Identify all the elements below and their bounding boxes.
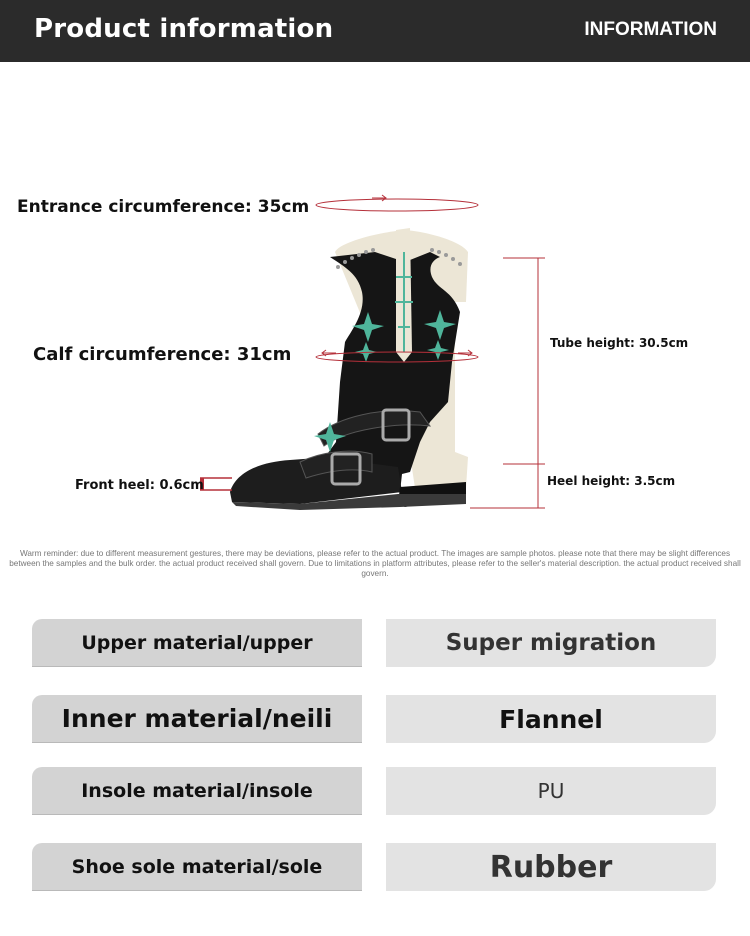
material-label: Shoe sole material/sole [71, 855, 323, 878]
material-value: Flannel [499, 704, 603, 734]
front-heel-marker [200, 478, 232, 490]
entrance-circumference-label: Entrance circumference: 35cm [17, 197, 310, 217]
warm-reminder-note: Warm reminder: due to different measurement gestures, there may be deviations, please refer to the actual product. The images are sample photos. please note that there may be slight differences between the samples and the bulk order. the actual product received shall govern. Due to limitations in platform attributes, please refer to the seller's material description. the actual product received shall govern. [9, 549, 741, 578]
material-value-cell [386, 843, 716, 891]
page-title: Product information [34, 14, 334, 44]
material-value: Super migration [445, 630, 657, 656]
measurement-diagram [0, 62, 750, 602]
material-value: PU [537, 779, 565, 803]
material-label: Upper material/upper [81, 631, 313, 654]
material-value: Rubber [489, 849, 613, 885]
section-tag: INFORMATION [584, 19, 717, 40]
material-label-cell [32, 767, 362, 815]
material-label: Inner material/neili [61, 704, 333, 733]
tube-height-bracket [503, 258, 545, 464]
heel-height-label: Heel height: 3.5cm [547, 474, 676, 488]
boot-illustration [0, 62, 750, 602]
material-label-cell [32, 695, 362, 743]
material-label-cell [32, 843, 362, 891]
tube-height-label: Tube height: 30.5cm [550, 336, 689, 350]
front-heel-label: Front heel: 0.6cm [75, 478, 204, 493]
material-value-cell [386, 619, 716, 667]
material-value-cell [386, 695, 716, 743]
material-label-cell [32, 619, 362, 667]
header-bar [0, 0, 750, 62]
material-value-cell [386, 767, 716, 815]
entrance-measure-ring [316, 199, 478, 211]
material-label: Insole material/insole [81, 779, 313, 802]
calf-circumference-label: Calf circumference: 31cm [33, 344, 292, 365]
heel-height-bracket [470, 464, 545, 508]
